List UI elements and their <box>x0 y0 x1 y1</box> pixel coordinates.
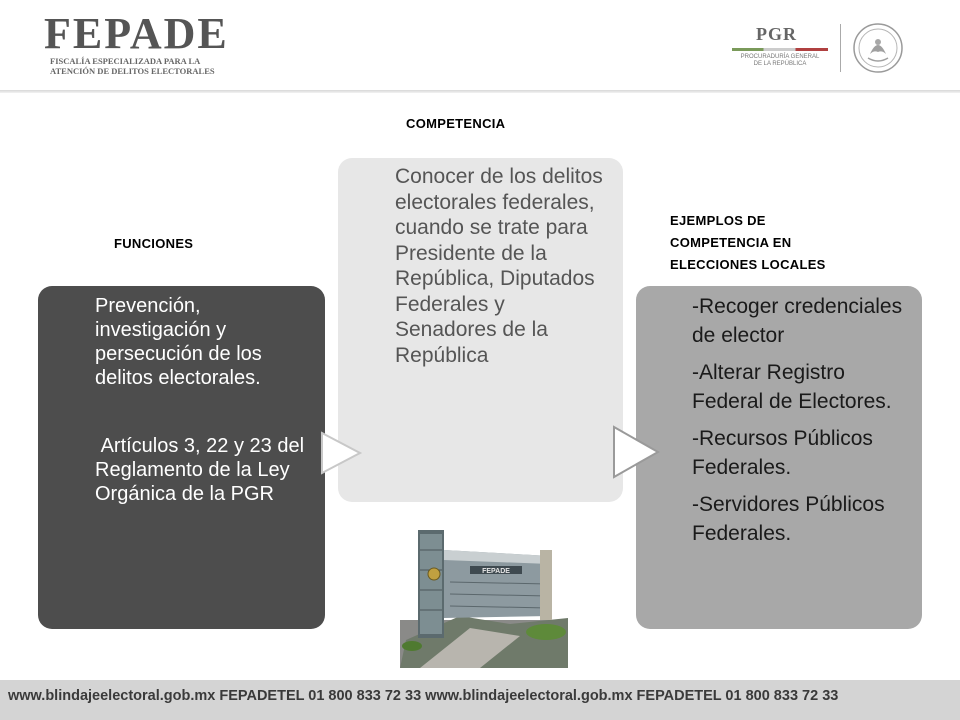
competencia-box <box>338 158 623 502</box>
funciones-paragraph-1: Prevención, investigación y persecución de los delitos electorales. <box>95 295 262 389</box>
funciones-box <box>38 286 325 629</box>
funciones-paragraph-2: Artículos 3, 22 y 23 del Reglamento de la Ley Orgánica de la PGR <box>95 435 310 505</box>
arrow-right-icon <box>318 430 364 476</box>
ejemplos-item: -Servidores Públicos Federales. <box>692 493 885 545</box>
ejemplos-label-line3: ELECCIONES LOCALES <box>670 257 826 272</box>
ejemplos-item: -Alterar Registro Federal de Electores. <box>692 361 892 413</box>
fepade-logo-text: FEPADE <box>44 9 229 58</box>
building-sign: FEPADE <box>482 568 510 575</box>
pgr-logo-subtitle <box>738 54 822 68</box>
header <box>0 0 960 92</box>
fepade-subtitle-line1: FISCALÍA ESPECIALIZADA PARA LA <box>50 56 201 66</box>
fepade-building-image <box>400 520 568 668</box>
ejemplos-box <box>636 286 922 629</box>
pgr-subtitle-line2: DE LA REPÚBLICA <box>753 61 807 67</box>
fepade-logo[interactable] <box>44 9 244 84</box>
footer <box>0 680 960 720</box>
pgr-subtitle-line1: PROCURADURÍA GENERAL <box>740 54 820 60</box>
ejemplos-item: -Recoger credenciales de elector <box>692 295 903 347</box>
ejemplos-label-line1: EJEMPLOS DE <box>670 213 766 228</box>
header-divider <box>0 90 960 93</box>
pgr-logo[interactable] <box>728 22 918 78</box>
competencia-text: Conocer de los delitos electorales federales, cuando se trate para Presidente de la República, Diputados Federales y Senadores de la República <box>395 165 603 367</box>
footer-contact-text[interactable]: www.blindajeelectoral.gob.mx FEPADETEL 01 800 833 72 33 www.blindajeelectoral.gob.mx FEPADETEL 01 800 833 72 33 <box>8 688 839 704</box>
ejemplos-list <box>692 292 914 556</box>
national-seal-icon <box>852 22 904 74</box>
pgr-logo-text: PGR <box>756 24 797 44</box>
funciones-text <box>95 294 315 506</box>
pgr-flag-bar <box>732 48 828 51</box>
fepade-logo-subtitle <box>50 56 244 76</box>
arrow-right-icon <box>610 424 662 480</box>
funciones-label: FUNCIONES <box>114 236 194 251</box>
competencia-label: COMPETENCIA <box>406 116 506 131</box>
ejemplos-label <box>670 210 860 276</box>
ejemplos-label-line2: COMPETENCIA EN <box>670 235 792 250</box>
logo-divider <box>840 24 841 72</box>
ejemplos-item: -Recursos Públicos Federales. <box>692 427 873 479</box>
fepade-subtitle-line2: ATENCIÓN DE DELITOS ELECTORALES <box>50 66 215 76</box>
